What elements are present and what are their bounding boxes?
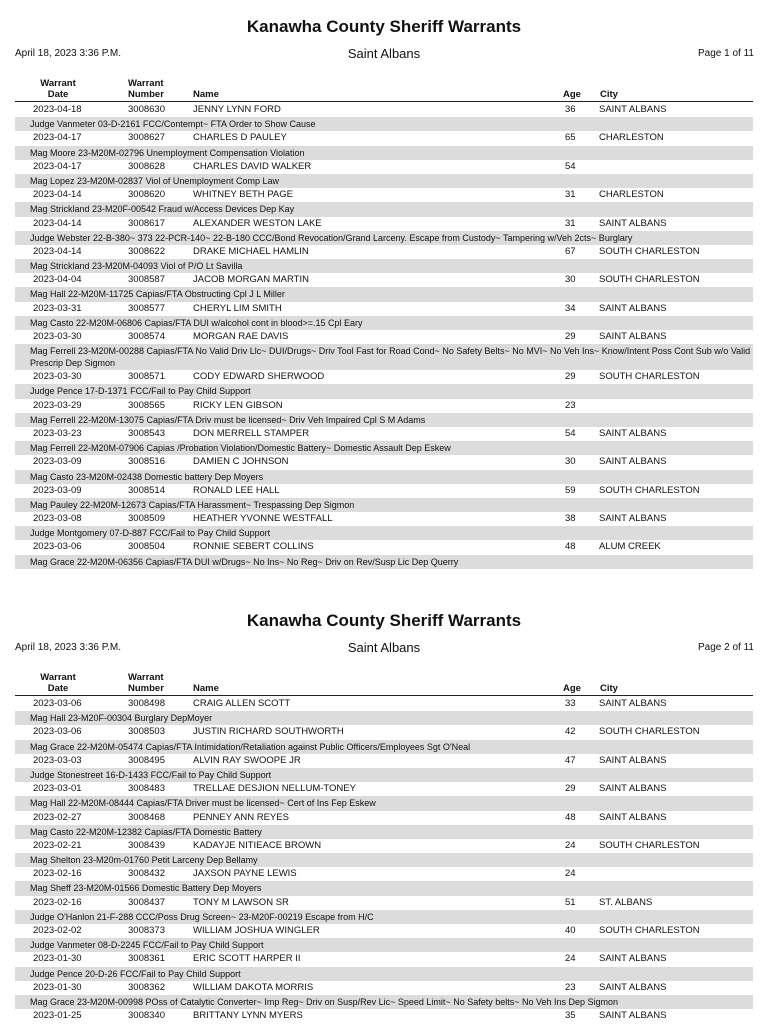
charge-description: Mag Hall 22-M20M-11725 Capias/FTA Obstructing Cpl J L Miller xyxy=(15,287,753,301)
person-city: SAINT ALBANS xyxy=(599,217,667,229)
warrant-row xyxy=(15,131,753,145)
warrant-row xyxy=(15,370,753,384)
charge-description: Mag Ferrell 22-M20M-13075 Capias/FTA Driv must be licensed~ Driv Veh Impaired Cpl S M Adams xyxy=(15,413,753,427)
person-city: SOUTH CHARLESTON xyxy=(599,484,700,496)
warrant-record xyxy=(15,782,753,810)
warrant-record xyxy=(15,952,753,980)
warrant-number: 3008509 xyxy=(128,513,165,525)
warrant-row xyxy=(15,952,753,966)
warrant-number: 3008587 xyxy=(128,274,165,286)
person-name: MORGAN RAE DAVIS xyxy=(193,331,289,342)
warrant-record xyxy=(15,330,753,370)
warrant-record xyxy=(15,188,753,216)
person-age: 31 xyxy=(565,217,576,229)
header-warrant-number: Warrant Number xyxy=(128,672,164,694)
person-age: 30 xyxy=(565,274,576,286)
person-city: CHARLESTON xyxy=(599,189,664,201)
warrant-row xyxy=(15,867,753,881)
warrant-list xyxy=(15,697,753,1023)
warrant-date: 2023-04-18 xyxy=(33,104,82,115)
warrant-date: 2023-01-25 xyxy=(33,1010,82,1022)
person-name: JACOB MORGAN MARTIN xyxy=(193,274,309,286)
warrant-record xyxy=(15,273,753,301)
report-title: Kanawha County Sheriff Warrants xyxy=(246,611,522,630)
person-city: SOUTH CHARLESTON xyxy=(599,839,700,851)
charge-description: Mag Ferrell 23-M20M-00288 Capias/FTA No Valid Driv Llc~ DUI/Drugs~ Driv Tool Fast for Road Cond~ No Safety Belts~ No MVI~ No Veh Ins~ Know/Intent Poss Cont Sub w/o Valid Prescrip Dep Sigmon xyxy=(15,344,753,370)
person-city: SAINT ALBANS xyxy=(599,104,667,115)
warrant-row xyxy=(15,455,753,469)
person-city: SAINT ALBANS xyxy=(599,698,667,709)
charge-description: Mag Ferrell 22-M20M-07906 Capias /Probation Violation/Domestic Battery~ Domestic Assault Dep Eskew xyxy=(15,441,753,455)
header-city: City xyxy=(600,89,618,100)
person-name: ERIC SCOTT HARPER II xyxy=(193,953,301,965)
charge-description: Judge Webster 22-B-380~ 373 22-PCR-140~ 22-B-180 CCC/Bond Revocation/Grand Larceny. Escape from Custody~ Tampering w/Veh 2cts~ Burglary xyxy=(15,231,753,245)
warrant-date: 2023-03-23 xyxy=(33,427,82,439)
charge-description: Mag Moore 23-M20M-02796 Unemployment Compensation Violation xyxy=(15,146,753,160)
person-name: PENNEY ANN REYES xyxy=(193,811,289,823)
person-city: ST. ALBANS xyxy=(599,896,653,908)
header-age: Age xyxy=(563,683,581,694)
charge-description: Judge Pence 17-D-1371 FCC/Fail to Pay Child Support xyxy=(15,384,753,398)
report-location: Saint Albans xyxy=(347,640,421,655)
charge-description: Mag Shelton 23-M20m-01760 Petit Larceny Dep Bellamy xyxy=(15,853,753,867)
warrant-date: 2023-01-30 xyxy=(33,953,82,965)
person-name: RONALD LEE HALL xyxy=(193,484,280,496)
header-divider xyxy=(15,101,753,102)
warrant-number: 3008504 xyxy=(128,541,165,553)
charge-description: Judge Vanmeter 08-D-2245 FCC/Fail to Pay Child Support xyxy=(15,938,753,952)
warrant-date: 2023-02-16 xyxy=(33,896,82,908)
charge-description: Mag Grace 23-M20M-00998 POss of Catalytic Converter~ Imp Reg~ Driv on Susp/Rev Lic~ Speed Limit~ No Safety belts~ No Veh Ins Dep Sigmon xyxy=(15,995,753,1009)
warrant-row xyxy=(15,1009,753,1023)
person-city: SOUTH CHARLESTON xyxy=(599,726,700,738)
warrant-record xyxy=(15,1009,753,1023)
warrant-row xyxy=(15,981,753,995)
warrant-row xyxy=(15,245,753,259)
warrant-number: 3008432 xyxy=(128,868,165,880)
warrant-record xyxy=(15,103,753,131)
person-city: ALUM CREEK xyxy=(599,541,661,553)
warrant-number: 3008340 xyxy=(128,1010,165,1022)
print-date: April 18, 2023 3:36 P.M. xyxy=(15,48,121,59)
warrant-record xyxy=(15,725,753,753)
column-headers xyxy=(0,672,768,694)
person-name: WHITNEY BETH PAGE xyxy=(193,189,293,201)
warrant-number: 3008622 xyxy=(128,245,165,257)
warrant-number: 3008439 xyxy=(128,839,165,851)
warrant-date: 2023-02-16 xyxy=(33,868,82,880)
person-name: TRELLAE DESJION NELLUM-TONEY xyxy=(193,783,356,795)
warrant-date: 2023-03-29 xyxy=(33,399,82,411)
warrant-number: 3008514 xyxy=(128,484,165,496)
warrant-number: 3008516 xyxy=(128,456,165,468)
person-city: SAINT ALBANS xyxy=(599,811,667,823)
person-name: DAMIEN C JOHNSON xyxy=(193,456,289,468)
warrant-row xyxy=(15,103,753,117)
person-name: CODY EDWARD SHERWOOD xyxy=(193,371,325,383)
warrant-date: 2023-03-06 xyxy=(33,698,82,709)
warrant-record xyxy=(15,697,753,725)
warrant-row xyxy=(15,896,753,910)
warrant-row xyxy=(15,484,753,498)
warrant-number: 3008574 xyxy=(128,331,165,342)
person-city: SAINT ALBANS xyxy=(599,456,667,468)
person-age: 35 xyxy=(565,1010,576,1022)
charge-description: Judge Montgomery 07-D-887 FCC/Fail to Pay Child Support xyxy=(15,526,753,540)
warrant-row xyxy=(15,697,753,711)
warrant-row xyxy=(15,273,753,287)
warrant-number: 3008483 xyxy=(128,783,165,795)
warrant-record xyxy=(15,512,753,540)
charge-description: Mag Grace 22-M20M-05474 Capias/FTA Intimidation/Retaliation against Public Officers/Employees Sgt O'Neal xyxy=(15,740,753,754)
charge-description: Mag Pauley 22-M20M-12673 Capias/FTA Harassment~ Trespassing Dep Sigmon xyxy=(15,498,753,512)
warrant-record xyxy=(15,302,753,330)
charge-description: Mag Strickland 23-M20F-00542 Fraud w/Access Devices Dep Kay xyxy=(15,202,753,216)
person-age: 29 xyxy=(565,331,576,342)
charge-description: Mag Strickland 23-M20M-04093 Viol of P/O Lt Savilla xyxy=(15,259,753,273)
header-city: City xyxy=(600,683,618,694)
warrant-number: 3008620 xyxy=(128,189,165,201)
warrant-row xyxy=(15,512,753,526)
warrant-row xyxy=(15,725,753,739)
person-name: BRITTANY LYNN MYERS xyxy=(193,1010,303,1022)
person-name: RICKY LEN GIBSON xyxy=(193,399,283,411)
warrant-date: 2023-03-03 xyxy=(33,754,82,766)
charge-description: Mag Hall 22-M20M-08444 Capias/FTA Driver must be licensed~ Cert of Ins Fep Eskew xyxy=(15,796,753,810)
person-city: SAINT ALBANS xyxy=(599,1010,667,1022)
print-date: April 18, 2023 3:36 P.M. xyxy=(15,642,121,653)
warrant-number: 3008373 xyxy=(128,925,165,936)
header-age: Age xyxy=(563,89,581,100)
warrant-row xyxy=(15,330,753,344)
person-city: SAINT ALBANS xyxy=(599,331,667,342)
warrant-date: 2023-03-01 xyxy=(33,783,82,795)
warrant-number: 3008565 xyxy=(128,399,165,411)
warrant-row xyxy=(15,188,753,202)
person-age: 33 xyxy=(565,698,576,709)
warrant-record xyxy=(15,811,753,839)
warrant-date: 2023-04-14 xyxy=(33,189,82,201)
person-age: 42 xyxy=(565,726,576,738)
person-city: SAINT ALBANS xyxy=(599,783,667,795)
warrant-record xyxy=(15,399,753,427)
person-name: CRAIG ALLEN SCOTT xyxy=(193,698,291,709)
person-name: WILLIAM JOSHUA WINGLER xyxy=(193,925,320,936)
charge-description: Judge Stonestreet 16-D-1433 FCC/Fail to Pay Child Support xyxy=(15,768,753,782)
warrant-date: 2023-04-17 xyxy=(33,132,82,144)
charge-description: Mag Casto 22-M20M-06806 Capias/FTA DUI w/alcohol cont in blood>=.15 Cpl Eary xyxy=(15,316,753,330)
warrant-row xyxy=(15,924,753,938)
person-city: SAINT ALBANS xyxy=(599,427,667,439)
person-name: CHARLES D PAULEY xyxy=(193,132,287,144)
warrant-row xyxy=(15,754,753,768)
warrant-record xyxy=(15,924,753,952)
warrant-date: 2023-03-31 xyxy=(33,302,82,314)
warrant-row xyxy=(15,839,753,853)
header-warrant-date: Warrant Date xyxy=(40,78,76,100)
person-age: 48 xyxy=(565,541,576,553)
warrant-row xyxy=(15,811,753,825)
warrant-number: 3008468 xyxy=(128,811,165,823)
person-age: 40 xyxy=(565,925,576,936)
person-age: 24 xyxy=(565,839,576,851)
report-location: Saint Albans xyxy=(347,46,421,61)
person-city: SAINT ALBANS xyxy=(599,953,667,965)
warrant-record xyxy=(15,867,753,895)
report-title: Kanawha County Sheriff Warrants xyxy=(246,17,522,36)
warrant-date: 2023-02-21 xyxy=(33,839,82,851)
charge-description: Mag Hall 23-M20F-00304 Burglary DepMoyer xyxy=(15,711,753,725)
header-warrant-date: Warrant Date xyxy=(40,672,76,694)
warrant-row xyxy=(15,427,753,441)
person-name: JAXSON PAYNE LEWIS xyxy=(193,868,297,880)
warrant-date: 2023-03-30 xyxy=(33,371,82,383)
warrant-number: 3008627 xyxy=(128,132,165,144)
warrant-row xyxy=(15,302,753,316)
person-name: TONY M LAWSON SR xyxy=(193,896,289,908)
warrant-number: 3008437 xyxy=(128,896,165,908)
column-headers xyxy=(0,78,768,100)
person-city: SAINT ALBANS xyxy=(599,754,667,766)
warrant-date: 2023-01-30 xyxy=(33,981,82,993)
person-name: RONNIE SEBERT COLLINS xyxy=(193,541,314,553)
header-warrant-number: Warrant Number xyxy=(128,78,164,100)
person-name: JENNY LYNN FORD xyxy=(193,104,281,115)
person-age: 54 xyxy=(565,160,576,172)
person-city: SAINT ALBANS xyxy=(599,302,667,314)
charge-description: Mag Casto 23-M20M-02438 Domestic battery Dep Moyers xyxy=(15,470,753,484)
warrant-record xyxy=(15,455,753,483)
warrant-record xyxy=(15,427,753,455)
person-city: SOUTH CHARLESTON xyxy=(599,245,700,257)
person-name: ALVIN RAY SWOOPE JR xyxy=(193,754,301,766)
warrant-date: 2023-04-04 xyxy=(33,274,82,286)
warrant-date: 2023-03-09 xyxy=(33,484,82,496)
person-age: 51 xyxy=(565,896,576,908)
person-age: 30 xyxy=(565,456,576,468)
warrant-number: 3008617 xyxy=(128,217,165,229)
warrant-record xyxy=(15,896,753,924)
warrant-row xyxy=(15,217,753,231)
header-divider xyxy=(15,695,753,696)
person-age: 47 xyxy=(565,754,576,766)
person-age: 36 xyxy=(565,104,576,115)
warrant-record xyxy=(15,981,753,1009)
warrant-record xyxy=(15,370,753,398)
person-age: 34 xyxy=(565,302,576,314)
warrant-number: 3008362 xyxy=(128,981,165,993)
header-name: Name xyxy=(193,683,219,694)
person-name: CHARLES DAVID WALKER xyxy=(193,160,312,172)
page-number: Page 2 of 11 xyxy=(698,642,754,653)
warrant-record xyxy=(15,839,753,867)
person-name: ALEXANDER WESTON LAKE xyxy=(193,217,322,229)
warrant-row xyxy=(15,782,753,796)
warrant-date: 2023-04-14 xyxy=(33,217,82,229)
warrant-date: 2023-03-08 xyxy=(33,513,82,525)
person-age: 29 xyxy=(565,783,576,795)
header-name: Name xyxy=(193,89,219,100)
warrant-date: 2023-02-27 xyxy=(33,811,82,823)
person-age: 59 xyxy=(565,484,576,496)
person-age: 24 xyxy=(565,868,576,880)
person-age: 24 xyxy=(565,953,576,965)
person-age: 54 xyxy=(565,427,576,439)
person-city: SOUTH CHARLESTON xyxy=(599,274,700,286)
warrant-date: 2023-03-30 xyxy=(33,331,82,342)
charge-description: Judge O'Hanlon 21-F-288 CCC/Poss Drug Screen~ 23-M20F-00219 Escape from H/C xyxy=(15,910,753,924)
person-age: 31 xyxy=(565,189,576,201)
warrant-record xyxy=(15,754,753,782)
warrant-number: 3008628 xyxy=(128,160,165,172)
person-name: DRAKE MICHAEL HAMLIN xyxy=(193,245,309,257)
person-age: 67 xyxy=(565,245,576,257)
person-age: 38 xyxy=(565,513,576,525)
person-name: DON MERRELL STAMPER xyxy=(193,427,310,439)
warrant-date: 2023-04-14 xyxy=(33,245,82,257)
warrant-number: 3008571 xyxy=(128,371,165,383)
person-city: SOUTH CHARLESTON xyxy=(599,371,700,383)
page-number: Page 1 of 11 xyxy=(698,48,754,59)
warrant-number: 3008503 xyxy=(128,726,165,738)
warrant-number: 3008498 xyxy=(128,698,165,709)
warrant-number: 3008543 xyxy=(128,427,165,439)
warrant-date: 2023-02-02 xyxy=(33,925,82,936)
person-age: 23 xyxy=(565,981,576,993)
warrant-row xyxy=(15,399,753,413)
charge-description: Judge Pence 20-D-26 FCC/Fail to Pay Child Support xyxy=(15,967,753,981)
charge-description: Mag Casto 22-M20M-12382 Capias/FTA Domestic Battery xyxy=(15,825,753,839)
charge-description: Mag Sheff 23-M20M-01566 Domestic Battery Dep Moyers xyxy=(15,881,753,895)
warrant-record xyxy=(15,484,753,512)
person-age: 29 xyxy=(565,371,576,383)
warrant-record xyxy=(15,131,753,159)
person-name: KADAYJE NITIEACE BROWN xyxy=(193,839,322,851)
person-city: SOUTH CHARLESTON xyxy=(599,925,700,936)
warrant-list xyxy=(15,103,753,569)
warrant-number: 3008630 xyxy=(128,104,165,115)
person-city: CHARLESTON xyxy=(599,132,664,144)
person-name: JUSTIN RICHARD SOUTHWORTH xyxy=(193,726,344,738)
person-age: 23 xyxy=(565,399,576,411)
warrant-date: 2023-03-09 xyxy=(33,456,82,468)
warrant-number: 3008361 xyxy=(128,953,165,965)
person-age: 65 xyxy=(565,132,576,144)
warrant-row xyxy=(15,540,753,554)
warrant-record xyxy=(15,245,753,273)
person-name: WILLIAM DAKOTA MORRIS xyxy=(193,981,314,993)
charge-description: Mag Grace 22-M20M-06356 Capias/FTA DUI w/Drugs~ No Ins~ No Reg~ Driv on Rev/Susp Lic Dep Querry xyxy=(15,555,753,569)
warrant-date: 2023-04-17 xyxy=(33,160,82,172)
warrant-row xyxy=(15,160,753,174)
charge-description: Judge Vanmeter 03-D-2161 FCC/Contempt~ FTA Order to Show Cause xyxy=(15,117,753,131)
warrant-date: 2023-03-06 xyxy=(33,541,82,553)
warrant-date: 2023-03-06 xyxy=(33,726,82,738)
warrant-record xyxy=(15,217,753,245)
warrant-number: 3008495 xyxy=(128,754,165,766)
person-city: SAINT ALBANS xyxy=(599,981,667,993)
warrant-record xyxy=(15,160,753,188)
person-name: CHERYL LIM SMITH xyxy=(193,302,282,314)
warrant-record xyxy=(15,540,753,568)
person-city: SAINT ALBANS xyxy=(599,513,667,525)
person-age: 48 xyxy=(565,811,576,823)
charge-description: Mag Lopez 23-M20M-02837 Viol of Unemployment Comp Law xyxy=(15,174,753,188)
person-name: HEATHER YVONNE WESTFALL xyxy=(193,513,333,525)
warrant-number: 3008577 xyxy=(128,302,165,314)
